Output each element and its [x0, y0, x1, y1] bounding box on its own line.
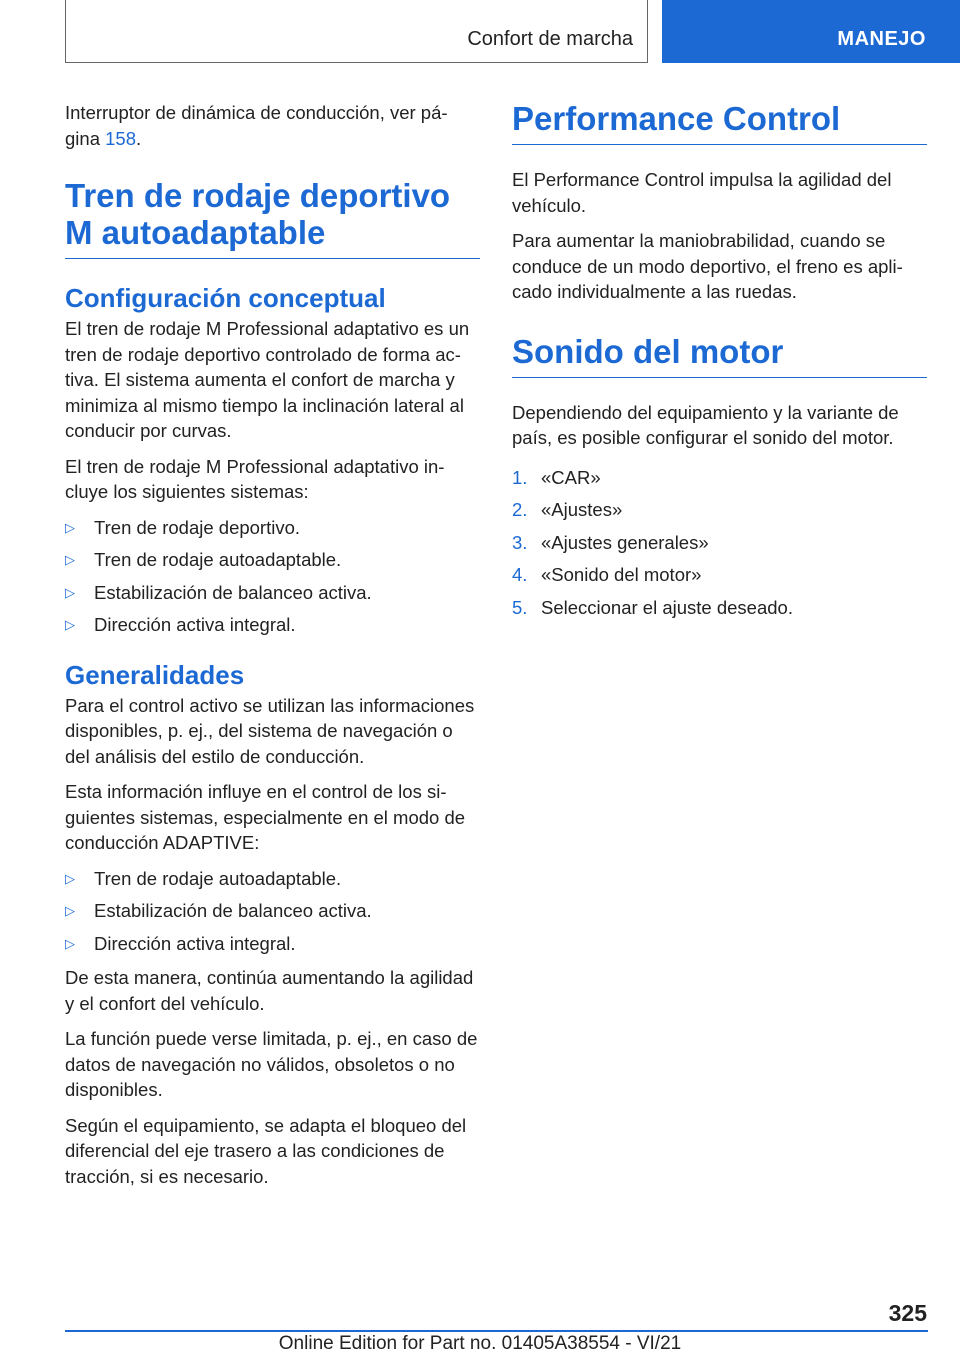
- list-item: 1. «CAR»: [512, 465, 927, 491]
- list-item: ▷ Estabilización de balanceo activa.: [65, 898, 480, 924]
- subsection-title-concept: Configuración conceptual: [65, 283, 386, 313]
- step-number: 4.: [512, 564, 528, 585]
- performance-paragraph-2: Para aumentar la maniobrabilidad, cuando se conduce de un modo deportivo, el freno es apli‐cado individualmente a las ruedas.: [512, 230, 903, 302]
- concept-paragraph-1: El tren de rodaje M Professional adaptativo es un tren de rodaje deportivo controlado de forma ac‐tiva. El sistema aumenta el confort de marcha y minimiza al mismo tiempo la inclinación lateral al conducir por curvas.: [65, 318, 470, 441]
- general-system-list: [65, 866, 480, 957]
- header-chapter-tab: [662, 0, 960, 63]
- section-title-engine-sound: Sonido del motor: [512, 333, 927, 378]
- list-item: ▷ Tren de rodaje deportivo.: [65, 515, 480, 541]
- section-title-performance-control: Performance Control: [512, 100, 927, 145]
- concept-system-list: [65, 515, 480, 638]
- triangle-bullet-icon: ▷: [65, 870, 75, 886]
- list-item: 5. Seleccionar el ajuste deseado.: [512, 595, 927, 621]
- footer-divider: [65, 1330, 928, 1332]
- step-number: 3.: [512, 531, 528, 553]
- step-number: 2.: [512, 499, 528, 520]
- concept-paragraph-2: El tren de rodaje M Professional adaptativo in‐cluye los siguientes sistemas:: [65, 455, 445, 502]
- step-number: 1.: [512, 466, 528, 488]
- general-paragraph-5: Según el equipamiento, se adapta el bloqueo del diferencial del eje trasero a las condiciones de tracción, si es necesario.: [65, 1114, 467, 1187]
- list-item: ▷ Tren de rodaje autoadaptable.: [65, 547, 480, 573]
- triangle-bullet-icon: ▷: [65, 519, 75, 535]
- step-number: 5.: [512, 596, 528, 618]
- triangle-bullet-icon: ▷: [65, 552, 75, 567]
- triangle-bullet-icon: ▷: [65, 584, 75, 600]
- list-item: ▷ Estabilización de balanceo activa.: [65, 580, 480, 606]
- footer-edition-text: Online Edition for Part no. 01405A38554 - VI/21: [278, 1333, 682, 1354]
- section-title-adaptive-chassis: Tren de rodaje deportivo M autoadaptable: [65, 177, 480, 259]
- general-paragraph-2: Esta información influye en el control de los si‐guientes sistemas, especialmente en el modo de conducción ADAPTIVE:: [65, 781, 466, 853]
- sound-steps-list: [512, 465, 927, 621]
- page-reference-link[interactable]: 158: [105, 127, 136, 149]
- performance-paragraph-1: El Performance Control impulsa la agilidad del vehículo.: [512, 169, 892, 216]
- list-item: 2. «Ajustes»: [512, 497, 927, 523]
- triangle-bullet-icon: ▷: [65, 903, 75, 918]
- right-column: [512, 100, 927, 627]
- triangle-bullet-icon: ▷: [65, 935, 75, 951]
- left-column: [65, 100, 480, 1199]
- general-paragraph-3: De esta manera, continúa aumentando la agilidad y el confort del vehículo.: [65, 967, 474, 1014]
- header-chapter-title: MANEJO: [837, 28, 926, 50]
- page-number: 325: [888, 1300, 927, 1326]
- subsection-title-general: Generalidades: [65, 659, 245, 690]
- list-item: ▷ Tren de rodaje autoadaptable.: [65, 866, 480, 892]
- header-section-box: [65, 0, 648, 63]
- sound-paragraph-1: Dependiendo del equipamiento y la variante de país, es posible configurar el sonido del motor.: [512, 401, 899, 448]
- triangle-bullet-icon: ▷: [65, 617, 75, 632]
- general-paragraph-4: La función puede verse limitada, p. ej., en caso de datos de navegación no válidos, obsoletos o no disponibles.: [65, 1028, 478, 1100]
- list-item: ▷ Dirección activa integral.: [65, 612, 480, 638]
- list-item: 3. «Ajustes generales»: [512, 530, 927, 556]
- general-paragraph-1: Para el control activo se utilizan las informaciones disponibles, p. ej., del sistema de navegación o del análisis del estilo de conducción.: [65, 694, 475, 767]
- list-item: 4. «Sonido del motor»: [512, 562, 927, 588]
- header-section-title: Confort de marcha: [467, 28, 633, 50]
- list-item: ▷ Dirección activa integral.: [65, 931, 480, 957]
- intro-paragraph: Interruptor de dinámica de conducción, ver pá‐ gina 158.: [65, 102, 448, 149]
